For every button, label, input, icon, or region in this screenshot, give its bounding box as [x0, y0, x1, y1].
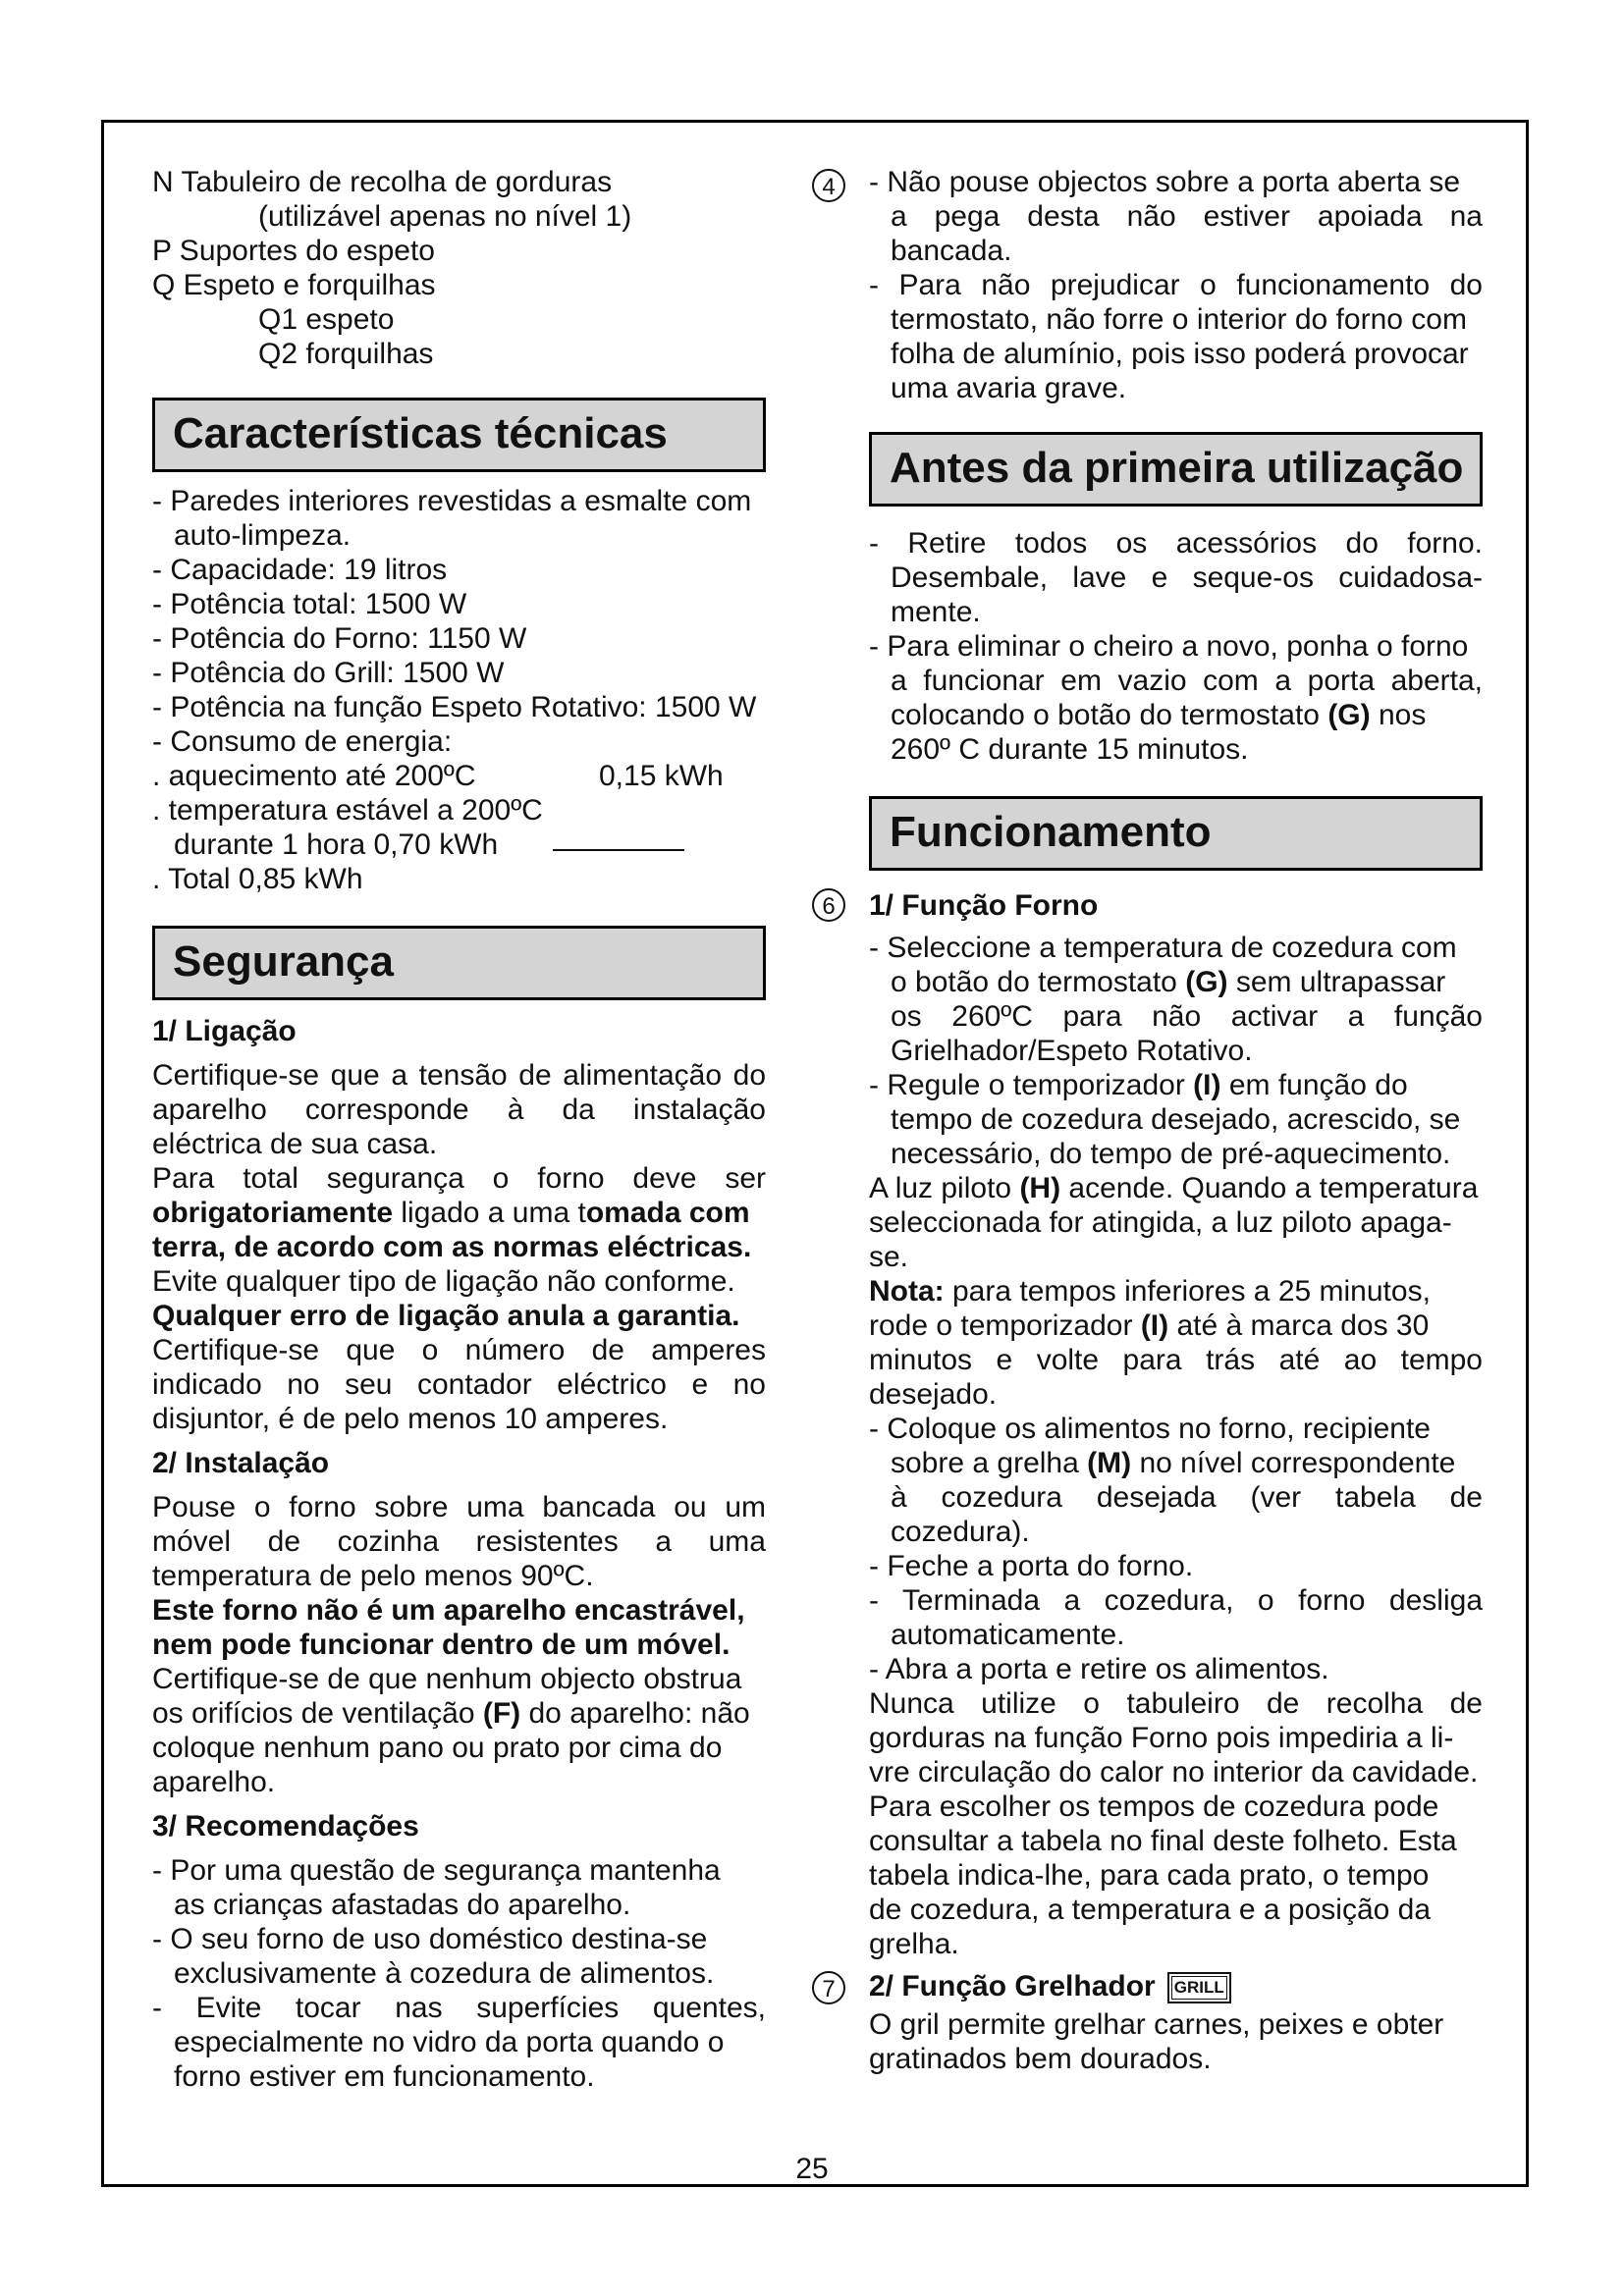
text-line: disjuntor, é de pelo menos 10 amperes.	[152, 1403, 669, 1435]
text-line: desejado.	[869, 1378, 998, 1411]
ref-label: (M)	[1087, 1447, 1132, 1479]
ref-label: (I)	[1193, 1069, 1221, 1101]
text-line: grelha.	[869, 1928, 959, 1960]
text-line: uma avaria grave.	[891, 372, 1127, 404]
subheading: 2/ Função Grelhador	[869, 1970, 1156, 2002]
text-line: bancada.	[891, 235, 1012, 267]
ref-label: (I)	[1140, 1309, 1169, 1342]
text-line: - O seu forno de uso doméstico destina-se	[152, 1923, 708, 1955]
text-line	[869, 1171, 1483, 1205]
text-line: tempo de cozedura desejado, acrescido, se	[891, 1103, 1461, 1136]
text-line	[869, 698, 1483, 732]
figure-ref-number: 4	[812, 169, 845, 202]
text-line: gorduras na função Forno pois impediria a li-	[869, 1722, 1454, 1754]
oven-function-block	[822, 888, 1483, 923]
text-span: - Regule o temporizador	[869, 1069, 1194, 1101]
text-line	[869, 1068, 1483, 1102]
text-span: sem ultrapassar	[1227, 966, 1446, 998]
tech-line: . temperatura estável a 200ºC	[152, 794, 543, 827]
text-line	[152, 1593, 766, 1628]
text-line: a funcionar em vazio com a porta aberta,	[891, 665, 1483, 697]
grill-function-block	[822, 1969, 1483, 2003]
text-line: Para escolher os tempos de cozedura pode	[869, 1790, 1439, 1823]
note-label: Nota:	[869, 1275, 945, 1308]
text-line: consultar a tabela no final deste folheto. Esta	[869, 1825, 1457, 1857]
text-line: - Evite tocar nas superfícies quentes,	[152, 1992, 766, 2024]
bold-text: Qualquer erro de ligação anula a garantia.	[152, 1300, 740, 1332]
text-line: - Abra a porta e retire os alimentos.	[869, 1653, 1329, 1685]
text-line: Evite qualquer tipo de ligação não conforme.	[152, 1265, 735, 1298]
text-line: indicado no seu contador eléctrico e no	[152, 1368, 766, 1401]
text-line: vre circulação do calor no interior da cavidade.	[869, 1756, 1479, 1789]
text-line: - Seleccione a temperatura de cozedura com	[869, 932, 1457, 964]
tech-line: - Capacidade: 19 litros	[152, 554, 448, 586]
heating-label: . aquecimento até 200ºC	[152, 760, 476, 792]
figure-ref-number: 6	[812, 888, 845, 922]
text-line: O gril permite grelhar carnes, peixes e obter	[869, 2008, 1444, 2041]
text-line: de cozedura, a temperatura e a posição da	[869, 1894, 1432, 1926]
text-span: os orifícios de ventilação	[152, 1697, 483, 1730]
text-line: coloque nenhum pano ou prato por cima do	[152, 1732, 723, 1764]
bold-text: Este forno não é um aparelho encastrável,	[152, 1594, 745, 1627]
text-line: os 260ºC para não activar a função	[891, 1000, 1483, 1033]
text-line: eléctrica de sua casa.	[152, 1128, 438, 1160]
text-line: à cozedura desejada (ver tabela de	[891, 1481, 1483, 1514]
text-span: rode o temporizador	[869, 1309, 1141, 1342]
text-line: temperatura de pelo menos 90ºC.	[152, 1560, 594, 1592]
page-number: 25	[795, 2153, 829, 2185]
section-heading-operation: Funcionamento	[869, 796, 1483, 871]
text-line: Para total segurança o forno deve ser	[152, 1162, 766, 1195]
text-line: cozedura).	[891, 1516, 1030, 1548]
section-heading-tech: Características técnicas	[152, 398, 766, 472]
text-line: Desembale, lave e seque-os cuidadosa-	[891, 561, 1483, 594]
text-line: Pouse o forno sobre uma bancada ou um	[152, 1491, 766, 1523]
text-line: - Retire todos os acessórios do forno.	[869, 527, 1483, 560]
list-item: N Tabuleiro de recolha de gorduras	[152, 166, 613, 198]
text-line	[869, 965, 1483, 999]
subheading: 1/ Ligação	[152, 1015, 297, 1047]
figure-ref-number: 7	[812, 1971, 845, 2004]
text-line: a pega desta não estiver apoiada na	[891, 200, 1483, 233]
tech-line: - Potência do Forno: 1150 W	[152, 622, 527, 655]
subheading: 3/ Recomendações	[152, 1810, 419, 1842]
text-line: Nunca utilize o tabuleiro de recolha de	[869, 1687, 1483, 1720]
text-line	[152, 1196, 766, 1230]
text-line	[152, 1628, 766, 1662]
warning-block	[822, 165, 1483, 405]
text-line	[869, 1308, 1483, 1343]
text-span: colocando o botão do termostato	[891, 699, 1328, 731]
list-item: Q2 forquilhas	[258, 338, 434, 370]
text-line	[152, 1696, 766, 1731]
text-line: - Terminada a cozedura, o forno desliga	[869, 1584, 1483, 1617]
tech-line: - Potência do Grill: 1500 W	[152, 657, 505, 689]
tech-line: - Paredes interiores revestidas a esmalte com	[152, 485, 752, 517]
text-line: mente.	[891, 596, 981, 628]
text-line: necessário, do tempo de pré-aquecimento.	[891, 1138, 1451, 1170]
bold-text: omada com	[585, 1197, 750, 1229]
text-line	[869, 1274, 1483, 1308]
tech-line: - Potência na função Espeto Rotativo: 1500 W	[152, 691, 757, 723]
text-span: para tempos inferiores a 25 minutos,	[944, 1275, 1431, 1308]
stable-text: durante 1 hora 0,70 kWh	[174, 828, 499, 861]
text-line: Certifique-se de que nenhum objecto obstrua	[152, 1663, 742, 1695]
ref-label: (H)	[1019, 1172, 1061, 1204]
text-line: Certifique-se que o número de amperes	[152, 1334, 766, 1366]
text-line: - Feche a porta do forno.	[869, 1550, 1194, 1582]
text-line: móvel de cozinha resistentes a uma	[152, 1525, 766, 1558]
text-line: - Por uma questão de segurança mantenha	[152, 1854, 721, 1887]
text-line: gratinados bem dourados.	[869, 2043, 1212, 2075]
text-line	[869, 1446, 1483, 1480]
text-line: as crianças afastadas do aparelho.	[174, 1889, 631, 1921]
right-column	[822, 165, 1483, 2076]
text-line: aparelho.	[152, 1766, 276, 1798]
bold-text: nem pode funcionar dentro de um móvel.	[152, 1629, 731, 1661]
text-line: - Para não prejudicar o funcionamento do	[869, 269, 1483, 301]
text-span: sobre a grelha	[891, 1447, 1088, 1479]
ref-label: (G)	[1327, 699, 1371, 731]
text-line	[152, 1230, 766, 1264]
section-heading-safety: Segurança	[152, 926, 766, 1000]
list-item: P Suportes do espeto	[152, 235, 435, 267]
tech-line: - Consumo de energia:	[152, 725, 453, 758]
text-span: nos	[1370, 699, 1427, 731]
text-span: A luz piloto	[869, 1172, 1020, 1204]
text-span: em função do	[1220, 1069, 1408, 1101]
text-line: 260º C durante 15 minutos.	[891, 733, 1249, 766]
subheading: 2/ Instalação	[152, 1447, 330, 1479]
left-column	[152, 165, 766, 2094]
ref-label: (F)	[482, 1697, 521, 1730]
tech-line: . Total 0,85 kWh	[152, 863, 363, 895]
text-line: Certifique-se que a tensão de alimentação do	[152, 1059, 766, 1092]
text-span: o botão do termostato	[891, 966, 1186, 998]
text-line: - Para eliminar o cheiro a novo, ponha o forno	[869, 630, 1469, 663]
text-line: se.	[869, 1241, 909, 1273]
text-line: folha de alumínio, pois isso poderá provocar	[891, 338, 1469, 370]
text-line	[152, 1299, 766, 1333]
text-line: aparelho corresponde à da instalação	[152, 1094, 766, 1126]
total-rule	[553, 849, 684, 851]
tech-line	[152, 828, 766, 862]
heating-value: 0,15 kWh	[599, 760, 724, 792]
tech-line: - Potência total: 1500 W	[152, 588, 467, 620]
text-line: especialmente no vidro da porta quando o	[174, 2026, 725, 2058]
text-line: - Não pouse objectos sobre a porta aberta se	[869, 166, 1461, 198]
tech-line: auto-limpeza.	[174, 519, 352, 552]
text-span: do aparelho: não	[520, 1697, 750, 1730]
list-item: Q Espeto e forquilhas	[152, 269, 436, 301]
section-heading-before: Antes da primeira utilização	[869, 432, 1483, 507]
text-line: - Coloque os alimentos no forno, recipiente	[869, 1413, 1431, 1445]
text-line: minutos e volte para trás até ao tempo	[869, 1344, 1483, 1376]
heating-row	[152, 759, 766, 793]
text-line: tabela indica-lhe, para cada prato, o tempo	[869, 1859, 1430, 1892]
ref-label: (G)	[1185, 966, 1228, 998]
text-line: termostato, não forre o interior do forno com	[891, 303, 1467, 336]
text-span: acende. Quando a temperatura	[1060, 1172, 1479, 1204]
list-item: Q1 espeto	[258, 303, 395, 336]
subheading: 1/ Função Forno	[869, 889, 1099, 922]
text-line: automaticamente.	[891, 1619, 1125, 1651]
text-span: ligado a uma t	[393, 1197, 586, 1229]
text-line: exclusivamente à cozedura de alimentos.	[174, 1957, 715, 1990]
text-span: até à marca dos 30	[1168, 1309, 1430, 1342]
list-item: (utilizável apenas no nível 1)	[258, 200, 632, 233]
text-span: no nível correspondente	[1131, 1447, 1456, 1479]
text-line: Grielhador/Espeto Rotativo.	[891, 1035, 1253, 1067]
bold-text: obrigatoriamente	[152, 1197, 394, 1229]
text-line: forno estiver em funcionamento.	[174, 2060, 595, 2093]
text-line: seleccionada for atingida, a luz piloto apaga-	[869, 1206, 1452, 1239]
grill-icon: GRILL	[1167, 1972, 1231, 2003]
bold-text: terra, de acordo com as normas eléctricas.	[152, 1231, 752, 1263]
